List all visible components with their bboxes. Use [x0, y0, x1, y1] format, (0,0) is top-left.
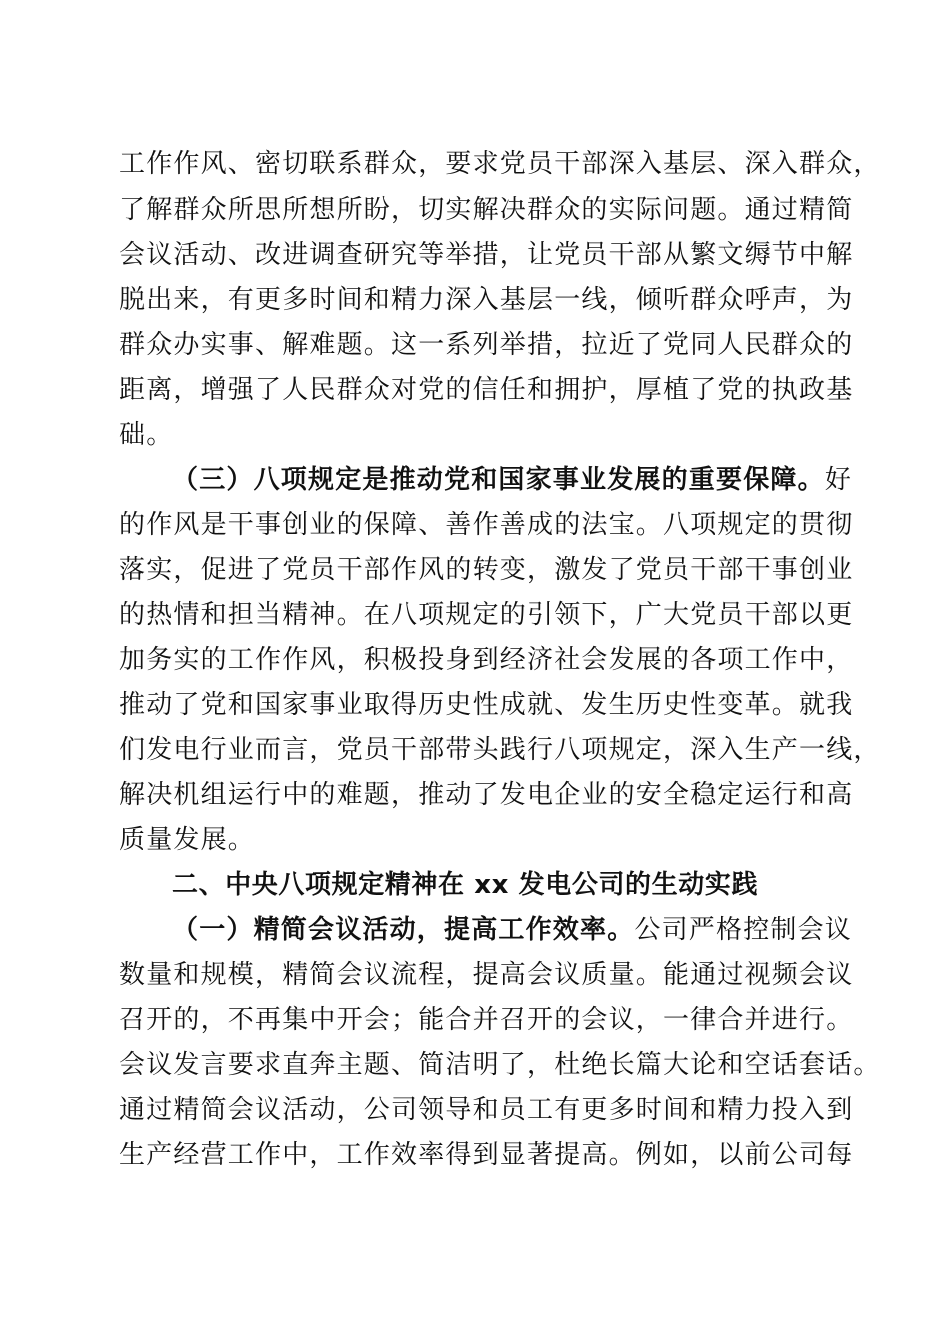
paragraph-heading: （一）精简会议活动，提高工作效率。	[172, 915, 635, 945]
text-line: 召开的，不再集中开会；能合并召开的会议，一律合并进行。	[119, 1005, 854, 1035]
section-title: 二、中央八项规定精神在 xx 发电公司的生动实践	[172, 870, 759, 900]
text-line: 加务实的工作作风，积极投身到经济社会发展的各项工作中，	[119, 645, 854, 675]
text-line: 距离，增强了人民群众对党的信任和拥护，厚植了党的执政基	[119, 375, 854, 405]
text-line: 脱出来，有更多时间和精力深入基层一线，倾听群众呼声，为	[119, 285, 854, 315]
text-run: 好	[824, 465, 853, 495]
text-run: 公司严格控制会议	[634, 915, 853, 945]
paragraph-first-line	[172, 465, 892, 495]
text-line: 的热情和担当精神。在八项规定的引领下，广大党员干部以更	[119, 600, 854, 630]
text-line: 的作风是干事创业的保障、善作善成的法宝。八项规定的贯彻	[119, 510, 854, 540]
text-line: 们发电行业而言，党员干部带头践行八项规定，深入生产一线，	[119, 735, 881, 765]
text-line: 础。	[119, 420, 174, 450]
text-line: 生产经营工作中，工作效率得到显著提高。例如，以前公司每	[119, 1140, 854, 1170]
text-line: 推动了党和国家事业取得历史性成就、发生历史性变革。就我	[119, 690, 854, 720]
text-line: 质量发展。	[119, 825, 256, 855]
text-line: 通过精简会议活动，公司领导和员工有更多时间和精力投入到	[119, 1095, 854, 1125]
text-line: 解决机组运行中的难题，推动了发电企业的安全稳定运行和高	[119, 780, 854, 810]
text-line: 数量和规模，精简会议流程，提高会议质量。能通过视频会议	[119, 960, 854, 990]
text-line: 群众办实事、解难题。这一系列举措，拉近了党同人民群众的	[119, 330, 854, 360]
paragraph-heading: （三）八项规定是推动党和国家事业发展的重要保障。	[172, 465, 825, 495]
text-line: 工作作风、密切联系群众，要求党员干部深入基层、深入群众，	[119, 149, 881, 179]
text-line: 落实，促进了党员干部作风的转变，激发了党员干部干事创业	[119, 555, 854, 585]
text-line: 会议发言要求直奔主题、简洁明了，杜绝长篇大论和空话套话。	[119, 1050, 881, 1080]
paragraph-first-line	[172, 915, 892, 945]
text-line: 会议活动、改进调查研究等举措，让党员干部从繁文缛节中解	[119, 240, 854, 270]
text-line: 了解群众所思所想所盼，切实解决群众的实际问题。通过精简	[119, 195, 854, 225]
